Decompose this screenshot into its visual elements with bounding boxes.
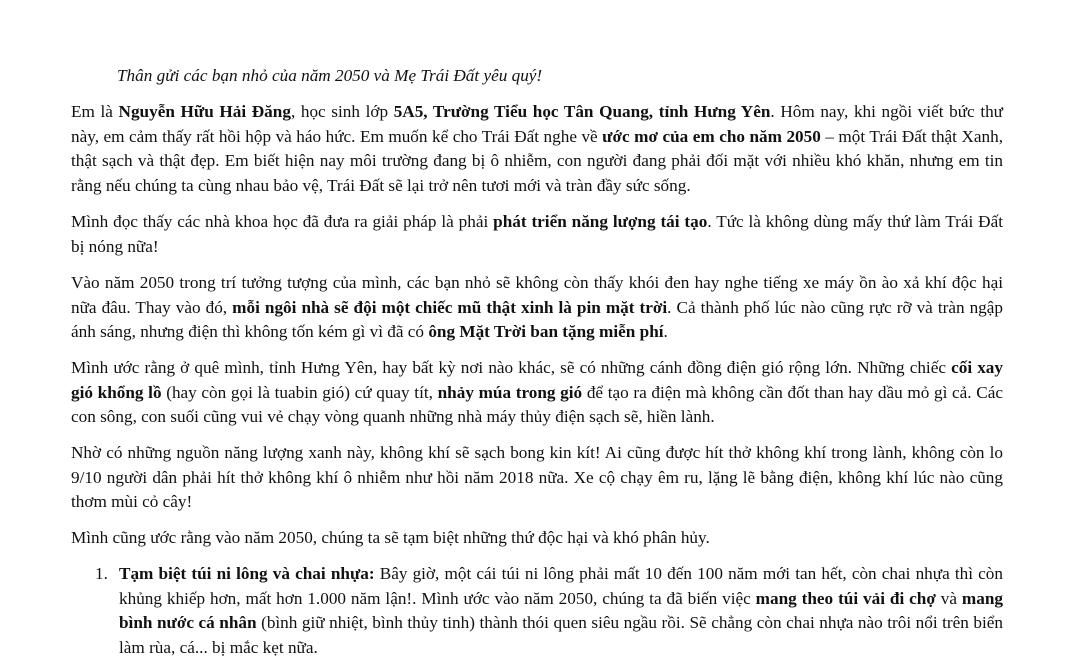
text-run: Mình ước rằng ở quê mình, tỉnh Hưng Yên, hay bất kỳ nơi nào khác, sẽ có những cánh đồng điện gió rộng lớn. Những chiếc <box>71 358 952 377</box>
paragraph-wind-hydro <box>71 356 1003 430</box>
paragraph-goodbye-harmful <box>71 526 1003 551</box>
text-run: (bình giữ nhiệt, bình thủy tinh) thành thói quen siêu ngầu rồi. Sẽ chẳng còn chai nhựa nào trôi nổi trên biển làm rùa, cá... bị mắc kẹt nữa. <box>119 613 1004 657</box>
bold-text: cối xay gió khổng lồ <box>71 358 1003 402</box>
bold-text: nhảy múa trong gió <box>437 382 583 402</box>
text-run: Vào năm 2050 trong trí tưởng tượng của mình, các bạn nhỏ sẽ không còn thấy khói đen hay nghe tiếng xe máy ồn ào xả khí độc hại nữa đâu. Thay vào đó, <box>71 273 1003 317</box>
text-run: , học sinh lớp <box>290 102 394 121</box>
bold-text: 5A5, Trường Tiểu học Tân Quang, tỉnh Hưng Yên <box>393 102 771 121</box>
list-item <box>71 562 1003 660</box>
paragraph-intro <box>71 100 1003 198</box>
bold-text: mang theo túi vải đi chợ <box>755 588 936 608</box>
text-run: để tạo ra điện mà không cần đốt than hay dầu mỏ gì cả. Các con sông, con suối cũng vui vẻ chạy vòng quanh những nhà máy thủy điện sạch sẽ, hiền lành. <box>71 382 1003 426</box>
bold-text: phát triển năng lượng tái tạo <box>493 212 708 231</box>
bold-text: ông Mặt Trời ban tặng miễn phí <box>428 322 664 341</box>
text-run: và <box>935 588 962 608</box>
text-run: (hay còn gọi là tuabin gió) cứ quay tít, <box>161 382 438 402</box>
list-item-text <box>119 564 1003 657</box>
paragraph-renewable-energy <box>71 210 1003 259</box>
bold-text: ước mơ của em cho năm 2050 <box>602 126 821 146</box>
wish-list <box>71 562 1003 660</box>
list-number: 1. <box>95 564 108 583</box>
bold-text: Tạm biệt túi ni lông và chai nhựa: <box>119 564 375 583</box>
text-run: . Hôm nay, khi ngồi viết bức thư này, em cảm thấy rất hồi hộp và háo hức. Em muốn kể cho Trái Đất nghe về <box>71 102 1004 146</box>
paragraph-solar <box>71 271 1003 345</box>
text-run: . <box>663 322 668 341</box>
bold-text: mang bình nước cá nhân <box>119 588 1003 632</box>
text-run: Nhờ có những nguồn năng lượng xanh này, không khí sẽ sạch bong kin kít! Ai cũng được hít thở không khí trong lành, không còn lo 9/10 người dân phải hít thở không khí ô nhiễm như hồi năm 2018 nữa. Xe cộ chạy êm ru, lặng lẽ bằng điện, không khí lúc nào cũng thơm mùi cỏ cây! <box>71 443 1003 511</box>
text-run: Bây giờ, một cái túi ni lông phải mất 10 đến 100 năm mới tan hết, còn chai nhựa thì còn khủng khiếp hơn, mất hơn 1.000 năm lận!. Mình ước vào năm 2050, chúng ta đã biến việc <box>119 564 1003 608</box>
text-run: . Cả thành phố lúc nào cũng rực rỡ và tràn ngập ánh sáng, nhưng điện thì không tốn kém gì vì đã có <box>71 297 1003 341</box>
text-run: Mình đọc thấy các nhà khoa học đã đưa ra giải pháp là phải <box>71 212 494 231</box>
text-run: – một Trái Đất thật Xanh, thật sạch và thật đẹp. Em biết hiện nay môi trường đang bị ô nhiễm, con người đang phải đối mặt với nhiều khó khăn, nhưng em tin rằng nếu chúng ta cùng nhau bảo vệ, Trái Đất sẽ lại trở nên tươi mới và tràn đầy sức sống. <box>71 126 1003 195</box>
greeting-line: Thân gửi các bạn nhỏ của năm 2050 và Mẹ Trái Đất yêu quý! <box>117 66 543 85</box>
paragraph-clean-air <box>71 441 1003 515</box>
text-run: . Tức là không dùng mấy thứ làm Trái Đất bị nóng nữa! <box>71 212 1003 256</box>
bold-text: mỗi ngôi nhà sẽ đội một chiếc mũ thật xinh là pin mặt trời <box>232 297 668 317</box>
text-run: Mình cũng ước rằng vào năm 2050, chúng ta sẽ tạm biệt những thứ độc hại và khó phân hủy. <box>71 528 710 547</box>
text-run: Em là <box>71 102 119 121</box>
bold-text: Nguyễn Hữu Hải Đăng <box>118 102 291 121</box>
